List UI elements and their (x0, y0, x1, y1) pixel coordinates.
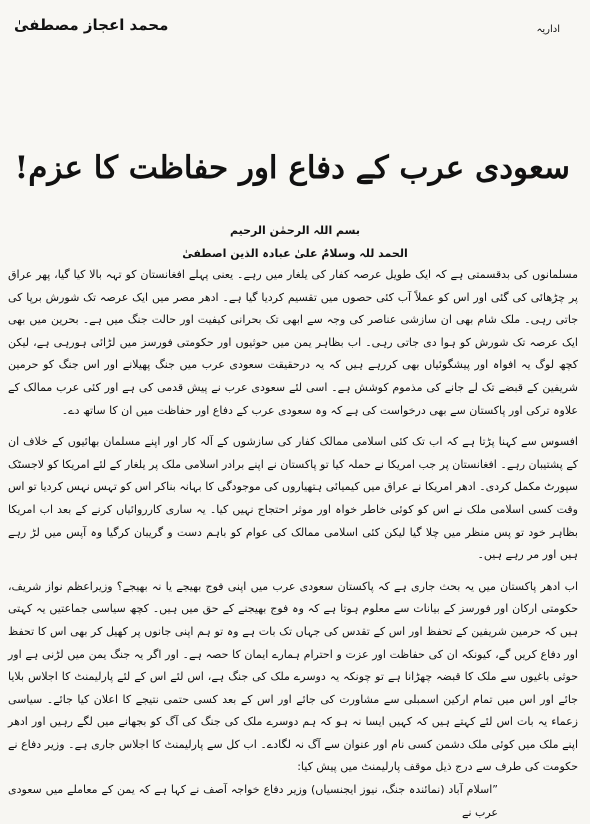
paragraph: افسوس سے کہنا پڑتا ہے کہ اب تک کئی اسلامی ممالک کفار کی سازشوں کے آلہ کار اور اپنے مسلمان بھائیوں کے خلاف ان کے پشتیبان رہے۔ افغانستان پر جب امریکا نے حملہ کیا تو پاکستان نے اپنے برادر اسلامی ملک پر یلغار کے لئے امریکا کو لاجسٹک سپورٹ مکمل کردی۔ ادھر امریکا نے عراق میں کیمیائی ہتھیاروں کی موجودگی کا بہانہ بناکر اس کو تہس نہس کردیا تو اس وقت کسی اسلامی ملک نے اس کو کوئی خاطر خواہ اور موثر احتجاج نہیں کیا۔ یہ ساری کارروائیاں کرنے کے بعد اب امریکا بظاہر خود تو پس منظر میں چلا گیا لیکن کئی اسلامی ممالک کی عوام کو باہم دست و گریبان کرگیا وہ آپس میں لڑ رہے ہیں اور مر رہے ہیں۔ (8, 435, 578, 562)
hamd-line: الحمد للہ وسلامٌ علیٰ عبادہ الذین اصطفیٰ (182, 247, 408, 260)
article-body (8, 264, 578, 824)
quote-line: ”اسلام آباد (نمائندہ جنگ، نیوز ایجنسیاں) وزیر دفاع خواجہ آصف نے کہا ہے کہ یمن کے معاملے میں سعودی عرب نے (8, 783, 498, 819)
paragraph: مسلمانوں کی بدقسمتی ہے کہ ایک طویل عرصہ کفار کی یلغار میں رہے۔ یعنی پہلے افغانستان کو تہہ بالا کیا گیا، پھر عراق پر چڑھائی کی گئی اور اس کو عملاً آب کئی حصوں میں تقسیم کردیا گیا ہے۔ ادھر مصر میں ایک عرصہ تک شورش برپا کی جاتی رہی۔ ملک شام بھی ان سازشی عناصر کی وجہ سے ابھی تک بحرانی کیفیت اور حالت جنگ میں ہے۔ بحرین میں بھی ایک عرصہ تک شورش کو ہوا دی جاتی رہی۔ اب بظاہر یمن میں حوثیوں اور حکومتی فورسز میں لڑائی ہورہی ہے، لیکن کچھ لوگ یہ افواہ اور پیشگوئیاں بھی کررہے ہیں کہ یہ درحقیقت سعودی عرب میں جنگ پھیلانے اور اس جنگ کو حرمین شریفین کے قبضے تک لے جانے کی مذموم کوشش ہے۔ اسی لئے سعودی عرب نے پیش قدمی کی ہے اور کئی عرب ممالک کے علاوہ ترکی اور پاکستان سے بھی درخواست کی ہے کہ وہ سعودی عرب کے دفاع اور حفاظت میں ان کا ساتھ دے۔ (8, 268, 578, 417)
author-name: محمد اعجاز مصطفیٰ (14, 16, 169, 34)
bismillah-line: بسم اللہ الرحمٰن الرحیم (229, 224, 360, 237)
paragraph: اب ادھر پاکستان میں یہ بحث جاری ہے کہ پاکستان سعودی عرب میں اپنی فوج بھیجے یا نہ بھیجے؟ وزیراعظم نواز شریف، حکومتی ارکان اور فورسز کے بیانات سے معلوم ہوتا ہے کہ وہ فوج بھیجنے کے حق میں ہیں۔ کچھ سیاسی جماعتیں یہ کہتی ہیں کہ حرمین شریفین کے تحفظ اور اس کے تقدس کی جہاں تک بات ہے وہ تو ہم اپنی جانوں پر کھیل کر بھی اس کا تحفظ اور دفاع کریں گے، کیونکہ ان کی حفاظت اور عزت و احترام ہمارے ایمان کا حصہ ہے۔ اور اگر یہ جنگ یمن میں لڑنی ہے اور حوثی باغیوں سے ملک کا قبضہ چھڑانا ہے تو چونکہ یہ دوسرے ملک کی جنگ ہے، اس لئے اس کے لئے پارلیمنٹ کا اجلاس بلایا جائے اور اس میں تمام ارکین اسمبلی سے مشاورت کی جائے اور اس کے بعد کسی حتمی نتیجے کا اعلان کیا جائے۔ سیاسی زعماء یہ بات اس لئے کہتے ہیں کہ کہیں ایسا نہ ہو کہ ہم دوسرے ملک کی جنگ کی آگ کو بجھانے میں لگے رہیں اور ادھر اپنے ملک میں کوئی ملک دشمن کسی نام اور عنوان سے آگ نہ لگادے۔ اب کل سے پارلیمنٹ کا اجلاس جاری ہے۔ وزیر دفاع نے حکومت کی طرف سے درج ذیل موقف پارلیمنٹ میں پیش کیا: (8, 579, 578, 774)
section-label: اداریہ (536, 24, 560, 35)
article-title: سعودی عرب کے دفاع اور حفاظت کا عزم! (14, 150, 570, 186)
